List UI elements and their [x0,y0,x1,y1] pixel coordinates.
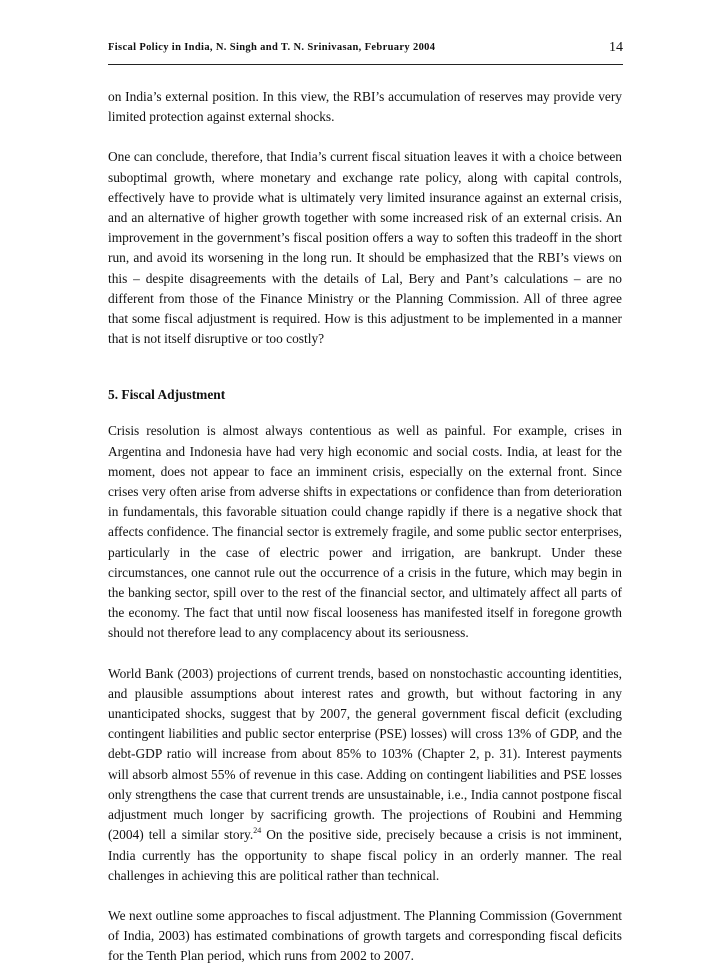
paragraph-world-bank-text: World Bank (2003) projections of current trends, based on nonstochastic accounting identities, and plausible assumptions about interest rates and growth, but without factoring in any unanticipated shocks, suggest that by 2007, the general government fiscal deficit (excluding contingent liabilities and public sector enterprise (PSE) losses) will cross 13% of GDP, and the debt-GDP ratio will increase from about 85% to 103% (Chapter 2, p. 31). Interest payments will absorb almost 55% of revenue in this case. Adding on contingent liabilities and PSE losses only strengthens the case that current trends are unsustainable, i.e., India cannot postpone fiscal adjustment much longer by sacrificing growth. The projections of Roubini and Hemming (2004) tell a similar story. [108,665,622,843]
paragraph-fiscal-conclusion: One can conclude, therefore, that India’s current fiscal situation leaves it with a choice between suboptimal growth, where monetary and exchange rate policy, along with capital controls, effectively have to provide what is ultimately very limited insurance against an external crisis, and an alternative of higher growth together with some increased risk of an external crisis. An improvement in the government’s fiscal position offers a way to soften this tradeoff in the short run, and avoid its worsening in the long run. It should be emphasized that the RBI’s views on this – despite disagreements with the details of Lal, Bery and Pant’s calculations – are no different from those of the Finance Ministry or the Planning Commission. All of three agree that some fiscal adjustment is required. How is this adjustment to be implemented in a manner that is not itself disruptive or too costly? [108,149,622,347]
paragraph-world-bank-projections [108,664,622,886]
page-number: 14 [609,40,623,55]
section-heading: 5. Fiscal Adjustment [108,387,226,403]
running-header-title: Fiscal Policy in India, N. Singh and T. N. Srinivasan, February 2004 [108,42,436,53]
paragraph-world-bank-text-continued: On the positive side, precisely because a crisis is not imminent, India currently has the opportunity to shape fiscal policy in an orderly manner. The real challenges in achieving this are political rather than technical. [108,827,622,883]
page-header [108,40,623,65]
footnote-marker: 24 [253,826,262,836]
body-text [108,87,622,967]
paragraph-fiscal-adjustment-approaches: We next outline some approaches to fiscal adjustment. The Planning Commission (Government of India, 2003) has estimated combinations of growth targets and corresponding fiscal deficits for the Tenth Plan period, which runs from 2002 to 2007. [108,907,622,964]
paragraph-external-position: on India’s external position. In this view, the RBI’s accumulation of reserves may provide very limited protection against external shocks. [108,89,622,125]
paragraph-crisis-resolution: Crisis resolution is almost always contentious as well as painful. For example, crises in Argentina and Indonesia have had very high economic and social costs. India, at least for the moment, does not appear to face an imminent crisis, especially on the external front. Since crises very often arise from adverse shifts in expectations or confidence than from deterioration in fundamentals, this favorable situation could change rapidly if there is a negative shock that affects confidence. The financial sector is extremely fragile, and some public sector enterprises, particularly in the case of electric power and irrigation, are bankrupt. Under these circumstances, one cannot rule out the occurrence of a crisis in the future, which may begin in the banking sector, spill over to the rest of the financial sector, and ultimately affect all parts of the economy. The fact that until now fiscal looseness has manifested itself in foregone growth should not therefore lead to any complacency about its seriousness. [108,423,622,641]
